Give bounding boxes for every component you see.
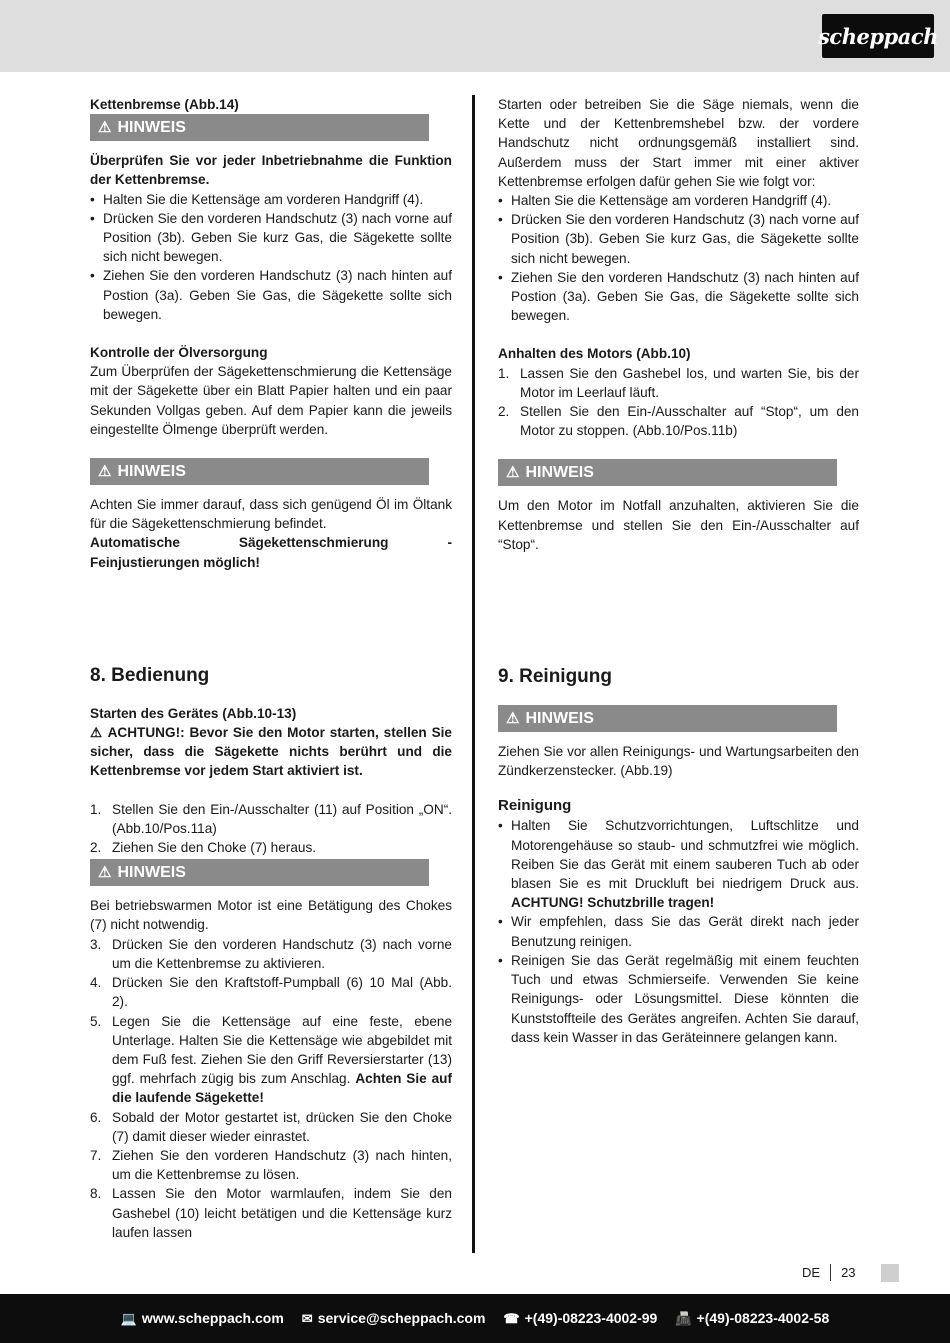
footer-fax <box>675 1310 829 1327</box>
stop-title: Anhalten des Motors (Abb.10) <box>498 346 691 362</box>
list-item <box>90 800 452 838</box>
footer-email[interactable] <box>302 1310 486 1327</box>
step-bold-text: Achten Sie auf die laufende Sägekette! <box>112 1071 452 1106</box>
page-info-separator <box>830 1264 831 1281</box>
warning-icon: ⚠ <box>98 119 112 137</box>
language-code: DE <box>802 1265 821 1280</box>
step-number: 3. <box>90 936 102 952</box>
step-number: 4. <box>90 975 102 991</box>
brand-logo <box>818 14 938 58</box>
list-item <box>90 838 452 857</box>
footer-web[interactable] <box>121 1310 284 1327</box>
hinweis-box <box>498 705 837 732</box>
step-number: 7. <box>90 1147 102 1163</box>
start-warning <box>90 723 452 781</box>
warning-icon: ⚠ <box>98 864 112 882</box>
footer-fax-text: +(49)-08223-4002-58 <box>696 1310 830 1326</box>
computer-icon: 💻 <box>120 1311 137 1326</box>
page-number: 23 <box>841 1265 856 1280</box>
hinweis-label: HINWEIS <box>117 864 186 882</box>
step-text: Stellen Sie den Ein-/Ausschalter (11) auf Position „ON“. (Abb.10/Pos.11a) <box>112 801 452 836</box>
hinweis-label: HINWEIS <box>525 710 594 728</box>
step-number: 2. <box>498 404 510 420</box>
list-item <box>90 1146 452 1184</box>
cleaning-text: Halten Sie Schutzvorrichtungen, Luftschlitze und Motorengehäuse so staub- und schmutzfrei wie möglich. Reiben Sie das Gerät mit einem sauberen Tuch ab oder blasen Sie es mit Druckluft bei niedrigem Druck aus. <box>511 818 859 892</box>
column-divider <box>472 95 475 1253</box>
step-number: 6. <box>90 1109 102 1125</box>
footer-phone-text: +(49)-08223-4002-99 <box>524 1310 658 1326</box>
section-8-title: 8. Bedienung <box>90 664 210 686</box>
list-item <box>90 973 452 1011</box>
start-steps-b <box>90 935 452 1242</box>
mail-icon: ✉ <box>301 1311 313 1326</box>
page-info <box>802 1264 856 1281</box>
header-bar <box>0 0 950 72</box>
section-9-title: 9. Reinigung <box>498 666 612 688</box>
stop-steps <box>498 364 859 441</box>
page-marker <box>881 1264 899 1282</box>
oil-text: Zum Überprüfen der Sägekettenschmierung die Kettensäge mit der Sägekette über ein Blatt Papier halten und ein paar Sekunden Vollgas geben. Auf dem Papier kann die jeweils eingestellte Ölmenge überprüft werden. <box>90 364 452 437</box>
start-steps-a <box>90 800 452 858</box>
kb-intro: Überprüfen Sie vor jeder Inbetriebnahme die Funktion der Kettenbremse. <box>90 153 452 188</box>
choke-note: Bei betriebswarmen Motor ist eine Betätigung des Chokes (7) nicht notwendig. <box>90 898 452 933</box>
right-column <box>498 95 859 1047</box>
hinweis-box <box>90 458 429 485</box>
step-text: Lassen Sie den Gashebel los, und warten Sie, bis der Motor im Leerlauf läuft. <box>520 365 859 400</box>
step-text: Ziehen Sie den vorderen Handschutz (3) nach hinten, um die Kettenbremse zu lösen. <box>112 1147 452 1183</box>
warning-icon: ⚠ <box>90 725 108 741</box>
list-item <box>498 402 859 440</box>
list-item: • Wir empfehlen, dass Sie das Gerät direkt nach jeder Benutzung reinigen. <box>498 912 859 950</box>
list-item: • Reinigen Sie das Gerät regelmäßig mit einem feuchten Tuch und etwas Schmierseife. Verwenden Sie keine Reinigungs- oder Lösungsmittel. Diese könnten die Kunststoffteile des Gerätes angreifen. Achten Sie darauf, dass kein Wasser in das Geräteinnere gelangen kann. <box>498 951 859 1047</box>
list-item <box>90 1108 452 1146</box>
hinweis-label: HINWEIS <box>117 119 186 137</box>
list-item <box>90 1184 452 1242</box>
list-item: • Halten Sie die Kettensäge am vorderen Handgriff (4). <box>498 191 859 210</box>
hinweis-label: HINWEIS <box>117 463 186 481</box>
footer-web-text: www.scheppach.com <box>141 1310 284 1326</box>
list-item: • Halten Sie die Kettensäge am vorderen Handgriff (4). <box>90 190 452 209</box>
brand-logo-text: scheppach <box>818 23 938 49</box>
oil-note-bold: Automatische Sägekettenschmierung - Feinjustierungen möglich! <box>90 535 452 570</box>
cleaning-title: Reinigung <box>498 797 572 815</box>
list-item: • Drücken Sie den vorderen Handschutz (3) nach vorne auf Position (3b). Geben Sie kurz Gas, die Sägekette sollte sich nicht bewegen. <box>498 210 859 268</box>
step-text: Drücken Sie den Kraftstoff-Pumpball (6) 10 Mal (Abb. 2). <box>112 975 452 1010</box>
hinweis-box <box>498 459 837 486</box>
list-item: • Drücken Sie den vorderen Handschutz (3) nach vorne auf Position (3b). Geben Sie kurz Gas, die Sägekette sollte sich nicht bewegen. <box>90 209 452 267</box>
warning-icon: ⚠ <box>98 463 112 481</box>
step-text: Drücken Sie den vorderen Handschutz (3) nach vorne um die Kettenbremse zu aktivieren. <box>112 936 452 971</box>
list-item <box>90 1012 452 1108</box>
emergency-text: Um den Motor im Notfall anzuhalten, aktivieren Sie die Kettenbremse und stellen Sie den Ein-/Ausschalter auf “Stop“. <box>498 498 859 552</box>
start-title: Starten des Gerätes (Abb.10-13) <box>90 705 297 721</box>
step-number: 2. <box>90 840 102 856</box>
list-item: • Ziehen Sie den vorderen Handschutz (3) nach hinten auf Postion (3a). Geben Sie Gas, die Sägekette sollte sich bewegen. <box>90 266 452 324</box>
footer-bar <box>0 1294 950 1343</box>
start-check-list <box>498 191 859 325</box>
step-text: Ziehen Sie den Choke (7) heraus. <box>112 840 317 856</box>
step-number: 1. <box>90 801 102 817</box>
list-item <box>90 935 452 973</box>
start-warning-text: ACHTUNG!: Bevor Sie den Motor starten, stellen Sie sicher, dass die Sägekette nichts berührt und die Kettenbremse vor jedem Start aktiviert ist. <box>90 725 452 779</box>
step-number: 5. <box>90 1013 102 1029</box>
oil-note: Achten Sie immer darauf, dass sich genügend Öl im Öltank für die Sägekettenschmierung befindet. <box>90 497 452 532</box>
list-item: • Ziehen Sie den vorderen Handschutz (3) nach hinten auf Postion (3a). Geben Sie Gas, die Sägekette sollte sich bewegen. <box>498 268 859 326</box>
start-intro: Starten oder betreiben Sie die Säge niemals, wenn die Kette und der Kettenbremshebel bzw. der vordere Handschutz nicht ordnungsgemäß installiert sind. Außerdem muss der Start immer mit einer aktiver Kettenbremse erfolgen dafür gehen Sie wie folgt vor: <box>498 97 859 189</box>
phone-icon: ☎ <box>503 1311 520 1326</box>
footer-email-text: service@scheppach.com <box>317 1310 486 1326</box>
fax-icon: 📠 <box>675 1311 692 1326</box>
warning-icon: ⚠ <box>506 464 520 482</box>
footer-phone <box>503 1310 657 1327</box>
clean-note: Ziehen Sie vor allen Reinigungs- und Wartungsarbeiten den Zündkerzenstecker. (Abb.19) <box>498 744 859 779</box>
step-text: Lassen Sie den Motor warmlaufen, indem Sie den Gashebel (10) leicht betätigen und die Kettensäge kurz laufen lassen <box>112 1186 452 1240</box>
hinweis-box <box>90 114 429 141</box>
left-column <box>90 95 452 1242</box>
cleaning-bold-text: ACHTUNG! Schutzbrille tragen! <box>511 895 715 911</box>
step-text: Legen Sie die Kettensäge auf eine feste, ebene Unterlage. Halten Sie die Kettensäge wie abgebildet mit dem Fuß fest. Ziehen Sie den Griff Reversierstarter (13) ggf. mehrfach zügig bis zum Anschlag. <box>112 1013 452 1087</box>
step-number: 8. <box>90 1186 102 1202</box>
cleaning-list <box>498 816 859 1046</box>
kettenbremse-title: Kettenbremse (Abb.14) <box>90 97 239 112</box>
step-text: Sobald der Motor gestartet ist, drücken Sie den Choke (7) damit dieser wieder einrastet. <box>112 1109 452 1144</box>
warning-icon: ⚠ <box>506 710 520 728</box>
step-number: 1. <box>498 365 510 381</box>
list-item <box>498 816 859 912</box>
hinweis-label: HINWEIS <box>525 464 594 482</box>
list-item <box>498 364 859 402</box>
step-text: Stellen Sie den Ein-/Ausschalter auf “Stop“, um den Motor zu stoppen. (Abb.10/Pos.11b) <box>520 404 859 439</box>
hinweis-box <box>90 859 429 886</box>
kb-list <box>90 190 452 324</box>
oil-title: Kontrolle der Ölversorgung <box>90 345 268 361</box>
